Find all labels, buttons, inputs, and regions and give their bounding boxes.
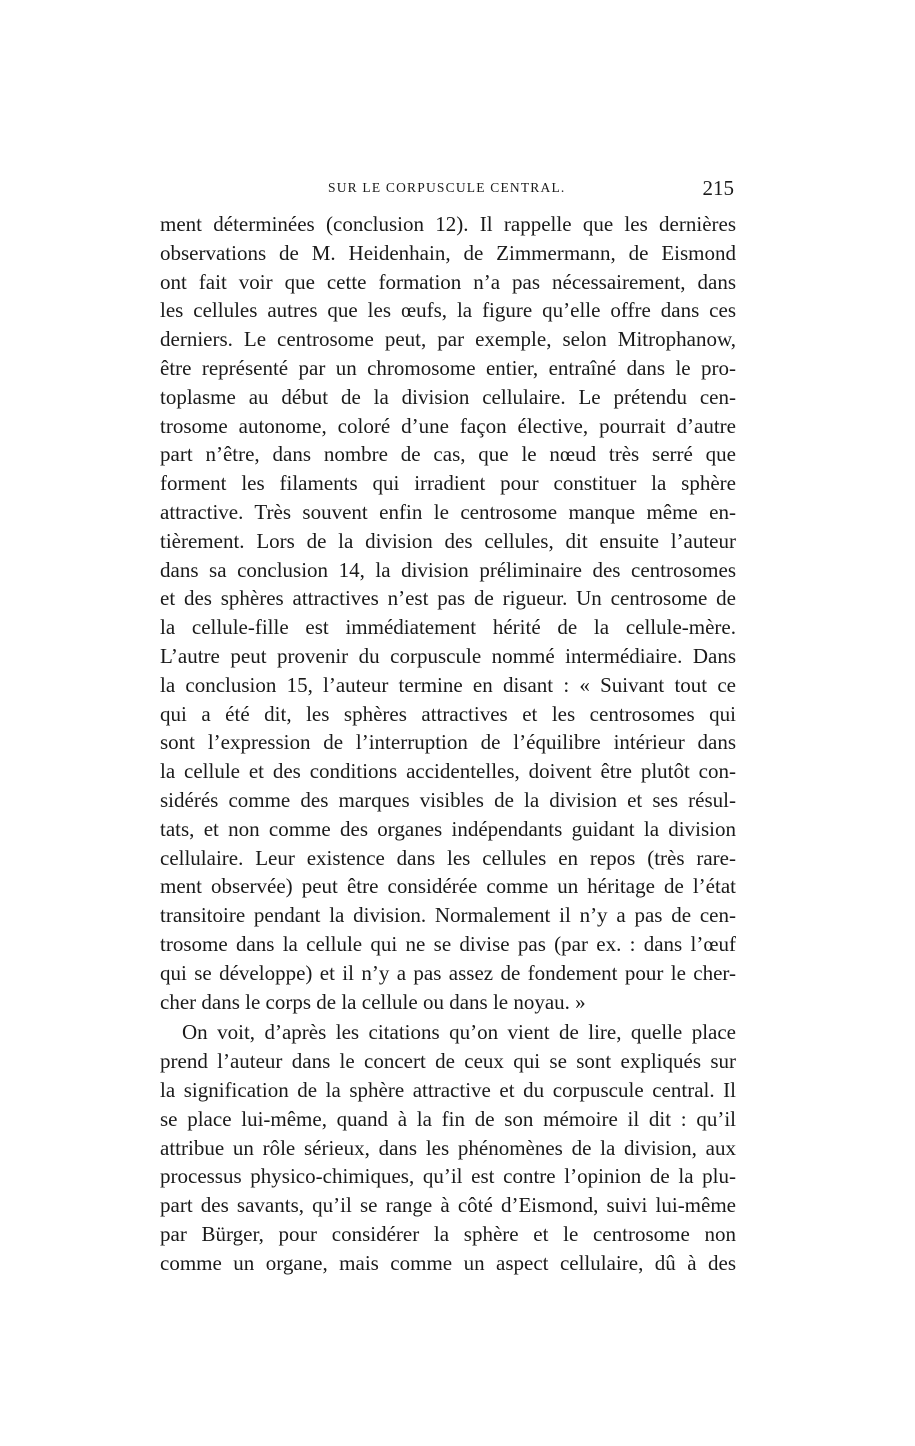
body-text: [160, 210, 736, 1277]
text-line: qui se développe) et il n’y a pas assez de fondement pour le cher-: [160, 960, 736, 985]
text-line: ment observée) peut être considérée comme un héritage de l’état: [160, 874, 736, 899]
paragraph-1: [160, 210, 736, 1016]
text-line: cellulaire. Leur existence dans les cellules en repos (très rare-: [160, 845, 736, 870]
text-line: tièrement. Lors de la division des cellules, dit ensuite l’auteur: [160, 528, 736, 553]
text-line: la conclusion 15, l’auteur termine en disant : « Suivant tout ce: [160, 672, 736, 697]
text-line: par Bürger, pour considérer la sphère et le centrosome non: [160, 1221, 736, 1246]
text-line: trosome autonome, coloré d’une façon élective, pourrait d’autre: [160, 413, 736, 438]
running-head: [160, 178, 740, 202]
text-line: cher dans le corps de la cellule ou dans le noyau. »: [160, 989, 586, 1014]
paragraph-2: [160, 1018, 736, 1277]
text-line: transitoire pendant la division. Normalement il n’y a pas de cen-: [160, 903, 736, 928]
text-line: forment les filaments qui irradient pour constituer la sphère: [160, 471, 736, 496]
text-line: part des savants, qu’il se range à côté d’Eismond, suivi lui-même: [160, 1193, 736, 1218]
text-line: trosome dans la cellule qui ne se divise pas (par ex. : dans l’œuf: [160, 931, 736, 956]
text-line: attribue un rôle sérieux, dans les phénomènes de la division, aux: [160, 1135, 736, 1160]
text-line: la cellule-fille est immédiatement hérité de la cellule-mère.: [160, 615, 736, 640]
text-line: part n’être, dans nombre de cas, que le nœud très serré que: [160, 442, 736, 467]
text-line: comme un organe, mais comme un aspect cellulaire, dû à des: [160, 1250, 736, 1275]
text-line: prend l’auteur dans le concert de ceux qui se sont expliqués sur: [160, 1049, 736, 1074]
page-number: 215: [702, 176, 734, 200]
text-line: attractive. Très souvent enfin le centrosome manque même en-: [160, 499, 736, 524]
text-line: les cellules autres que les œufs, la figure qu’elle offre dans ces: [160, 298, 736, 323]
text-line: processus physico-chimiques, qu’il est contre l’opinion de la plu-: [160, 1164, 736, 1189]
text-line: ment déterminées (conclusion 12). Il rappelle que les dernières: [160, 212, 736, 236]
text-line: dans sa conclusion 14, la division préliminaire des centrosomes: [160, 557, 736, 582]
text-line: la cellule et des conditions accidentelles, doivent être plutôt con-: [160, 759, 736, 784]
text-line: sont l’expression de l’interruption de l’équilibre intérieur dans: [160, 730, 736, 755]
text-line: ont fait voir que cette formation n’a pas nécessairement, dans: [160, 269, 736, 294]
text-line: qui a été dit, les sphères attractives et les centrosomes qui: [160, 701, 736, 726]
text-line: L’autre peut provenir du corpuscule nommé intermédiaire. Dans: [160, 643, 736, 668]
text-line: sidérés comme des marques visibles de la division et ses résul-: [160, 787, 736, 812]
running-title: SUR LE CORPUSCULE CENTRAL.: [328, 180, 566, 195]
text-line: observations de M. Heidenhain, de Zimmermann, de Eismond: [160, 240, 736, 265]
text-line: tats, et non comme des organes indépendants guidant la division: [160, 816, 736, 841]
text-line: On voit, d’après les citations qu’on vient de lire, quelle place: [182, 1020, 736, 1045]
text-line: la signification de la sphère attractive et du corpuscule central. Il: [160, 1077, 736, 1102]
text-line: derniers. Le centrosome peut, par exemple, selon Mitrophanow,: [160, 327, 736, 352]
text-line: et des sphères attractives n’est pas de rigueur. Un centrosome de: [160, 586, 736, 611]
text-line: toplasme au début de la division cellulaire. Le prétendu cen-: [160, 384, 736, 409]
text-line: se place lui-même, quand à la fin de son mémoire il dit : qu’il: [160, 1106, 736, 1131]
text-line: être représenté par un chromosome entier, entraîné dans le pro-: [160, 355, 736, 380]
